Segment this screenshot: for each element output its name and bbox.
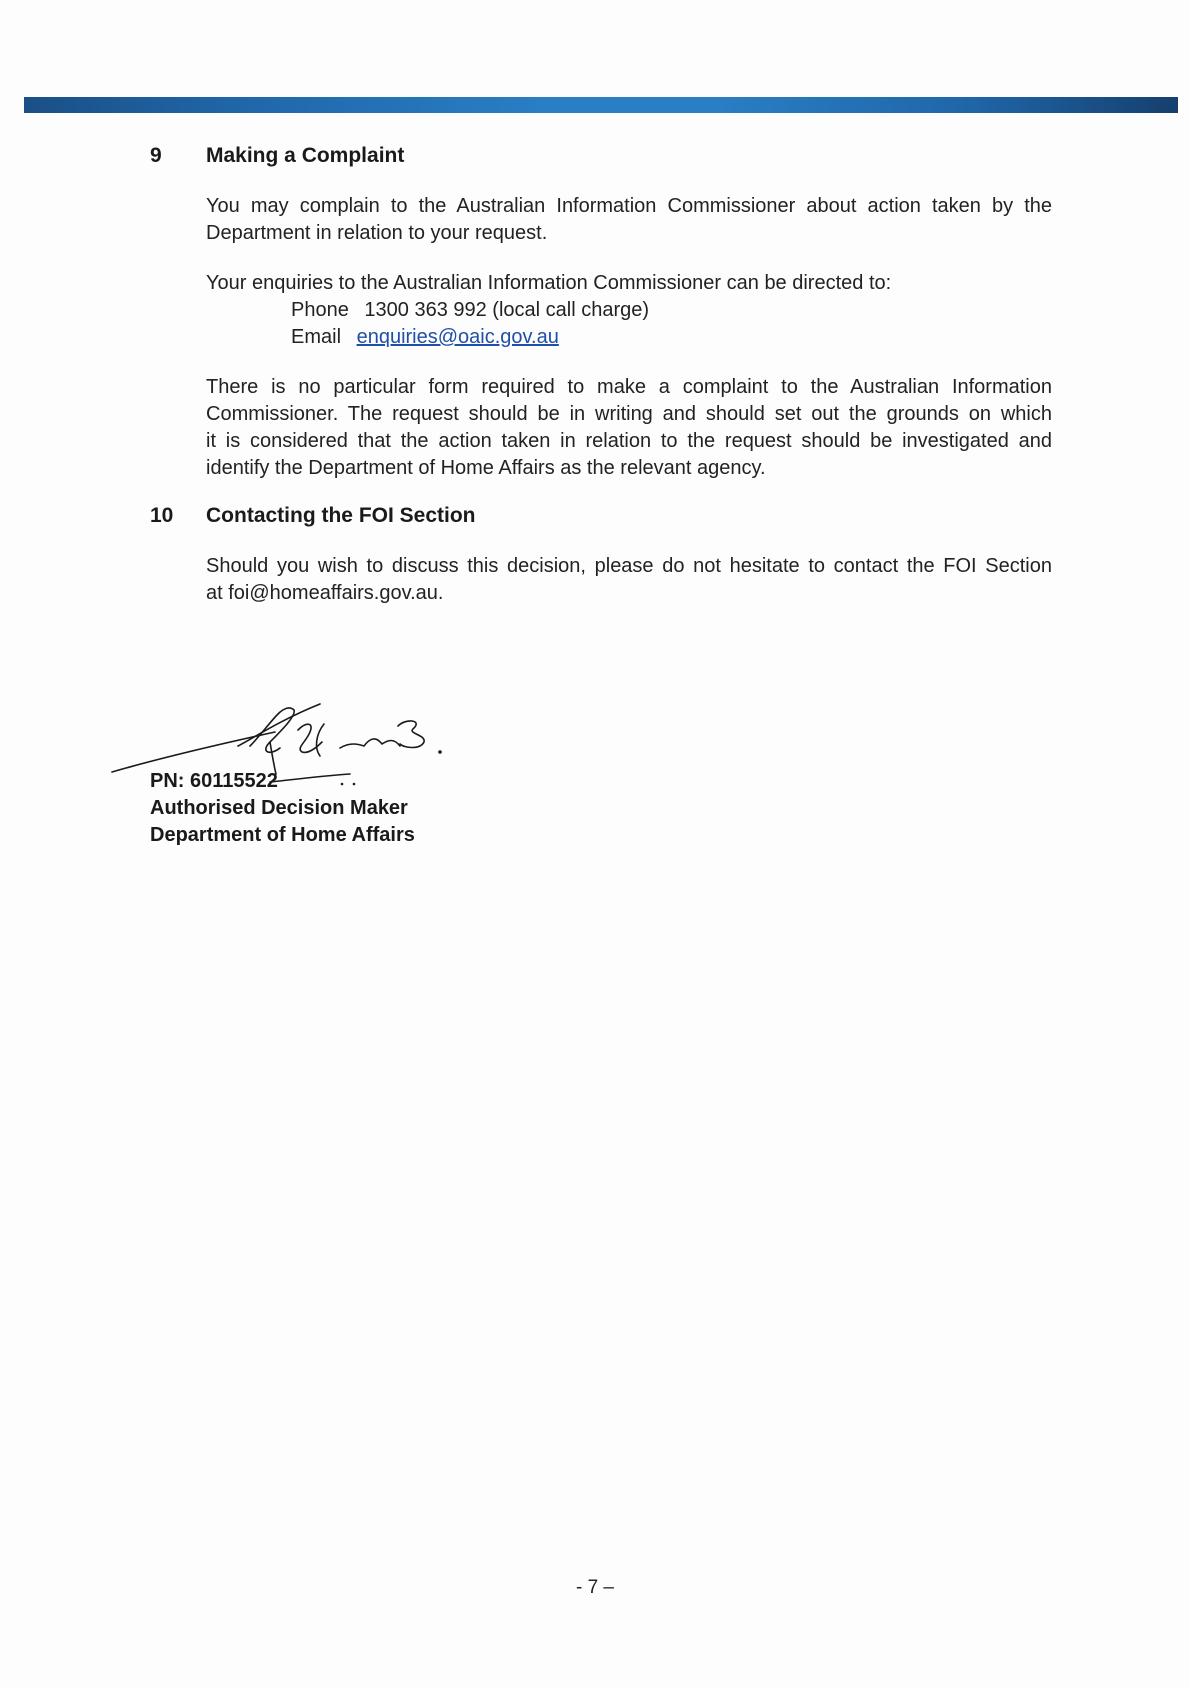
signatory-department: Department of Home Affairs — [150, 824, 415, 846]
phone-number: 1300 363 992 (local call charge) — [364, 299, 650, 321]
enquiries-intro — [206, 270, 1052, 297]
paragraph-line: You may complain to the Australian Information Commissioner about action taken by the — [206, 195, 1052, 217]
form-paragraph — [206, 374, 1052, 482]
paragraph-line: Commissioner. The request should be in writing and should set out the grounds on which — [206, 403, 1052, 425]
paragraph-line: at foi@homeaffairs.gov.au. — [206, 582, 444, 604]
paragraph-line: it is considered that the action taken in relation to the request should be investigated and — [206, 430, 1052, 452]
paragraph-line: Should you wish to discuss this decision, please do not hesitate to contact the FOI Section — [206, 555, 1052, 577]
header-bar — [24, 97, 1178, 113]
contact-paragraph — [206, 553, 1052, 607]
section-title: Making a Complaint — [206, 144, 405, 167]
personnel-number: PN: 60115522 — [150, 770, 278, 792]
email-label: Email — [291, 326, 342, 348]
email-link[interactable]: enquiries@oaic.gov.au — [356, 326, 559, 348]
signatory-role: Authorised Decision Maker — [150, 797, 408, 819]
complaint-paragraph — [206, 193, 1052, 247]
section-number: 9 — [150, 144, 162, 167]
section-number: 10 — [150, 504, 174, 527]
phone-line — [291, 297, 649, 324]
paragraph-line: There is no particular form required to make a complaint to the Australian Information — [206, 376, 1052, 398]
paragraph-line: Department in relation to your request. — [206, 222, 548, 244]
section-title: Contacting the FOI Section — [206, 504, 476, 527]
paragraph-line: Your enquiries to the Australian Information Commissioner can be directed to: — [206, 272, 892, 294]
email-line — [291, 324, 559, 351]
phone-label: Phone — [291, 299, 349, 321]
paragraph-line: identify the Department of Home Affairs as the relevant agency. — [206, 457, 766, 479]
page-number: - 7 – — [575, 1577, 615, 1598]
